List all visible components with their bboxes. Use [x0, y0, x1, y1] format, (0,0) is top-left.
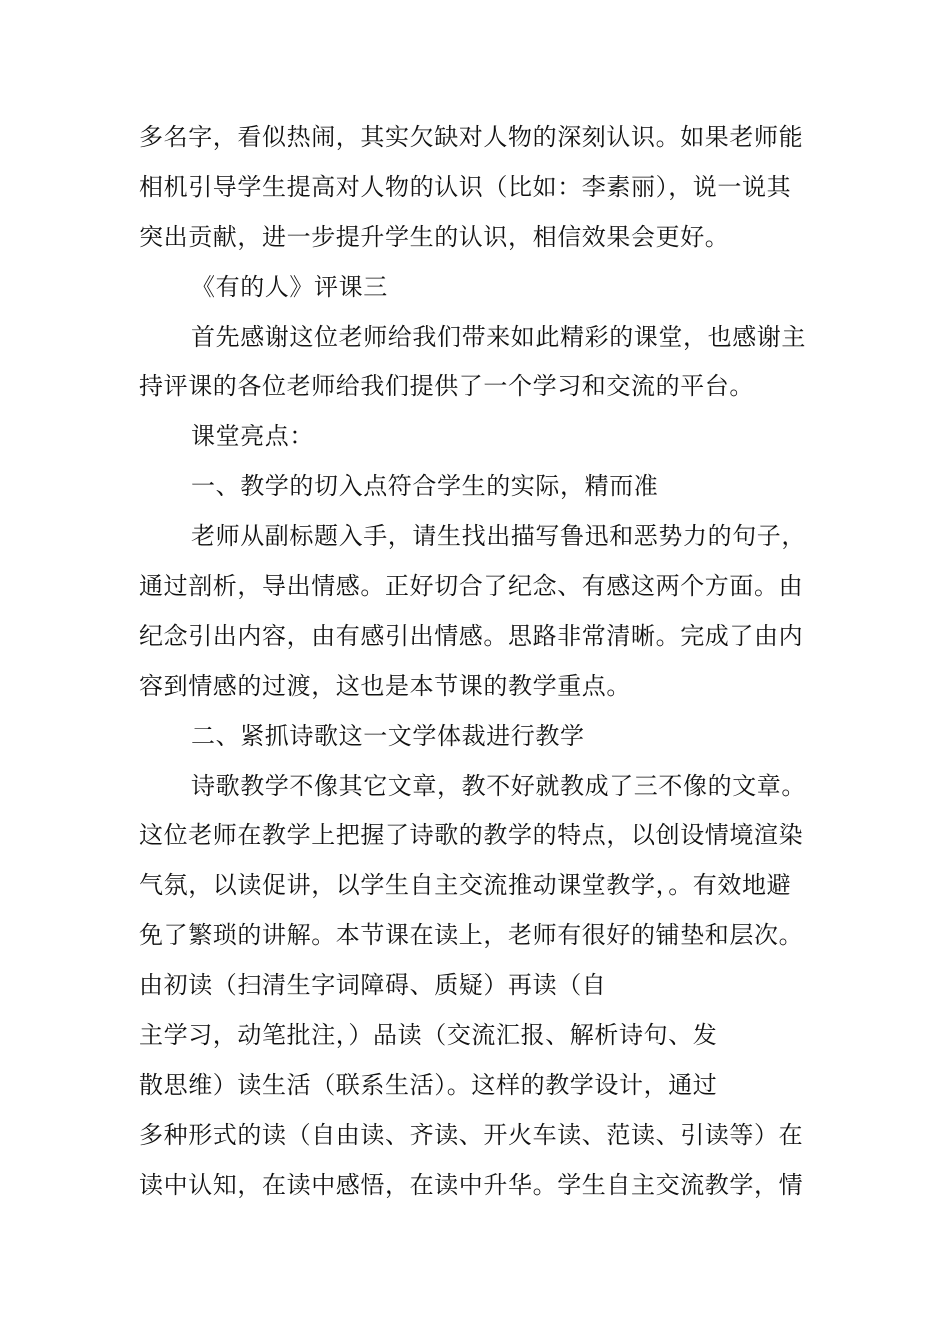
text-line: 通过剖析，导出情感。正好切合了纪念、有感这两个方面。由	[139, 572, 804, 601]
text-line: 相机引导学生提高对人物的认识（比如：李素丽），说一说其	[139, 172, 792, 201]
text-line: 二、紧抓诗歌这一文学体裁进行教学	[191, 721, 585, 750]
text-line: 散思维）读生活（联系生活）。这样的教学设计，通过	[139, 1070, 718, 1099]
text-line: 课堂亮点：	[191, 422, 314, 451]
text-line: 读中认知，在读中感悟，在读中升华。学生自主交流教学，情	[139, 1170, 804, 1199]
text-line: 一、教学的切入点符合学生的实际，精而准	[191, 472, 659, 501]
text-line: 容到情感的过渡，这也是本节课的教学重点。	[139, 671, 631, 700]
text-line: 《有的人》评课三	[191, 272, 388, 301]
text-line: 由初读（扫清生字词障碍、质疑）再读（自	[139, 971, 607, 1000]
text-line: 诗歌教学不像其它文章，教不好就教成了三不像的文章。	[191, 771, 806, 800]
text-line: 持评课的各位老师给我们提供了一个学习和交流的平台。	[139, 372, 754, 401]
text-line: 主学习，动笔批注，）品读（交流汇报、解析诗句、发	[139, 1021, 718, 1050]
text-line: 气氛，以读促讲，以学生自主交流推动课堂教学，。有效地避	[139, 871, 792, 900]
text-line: 这位老师在教学上把握了诗歌的教学的特点，以创设情境渲染	[139, 821, 804, 850]
text-line: 老师从副标题入手，请生找出描写鲁迅和恶势力的句子，	[191, 522, 806, 551]
document-body	[139, 113, 829, 1211]
text-line: 免了繁琐的讲解。本节课在读上，老师有很好的铺垫和层次。	[139, 921, 804, 950]
text-line: 首先感谢这位老师给我们带来如此精彩的课堂，也感谢主	[191, 322, 806, 351]
text-line: 突出贡献，进一步提升学生的认识，相信效果会更好。	[139, 222, 730, 251]
text-line: 纪念引出内容，由有感引出情感。思路非常清晰。完成了由内	[139, 621, 804, 650]
text-line: 多种形式的读（自由读、齐读、开火车读、范读、引读等）在	[139, 1120, 804, 1149]
text-line: 多名字，看似热闹，其实欠缺对人物的深刻认识。如果老师能	[139, 123, 804, 151]
